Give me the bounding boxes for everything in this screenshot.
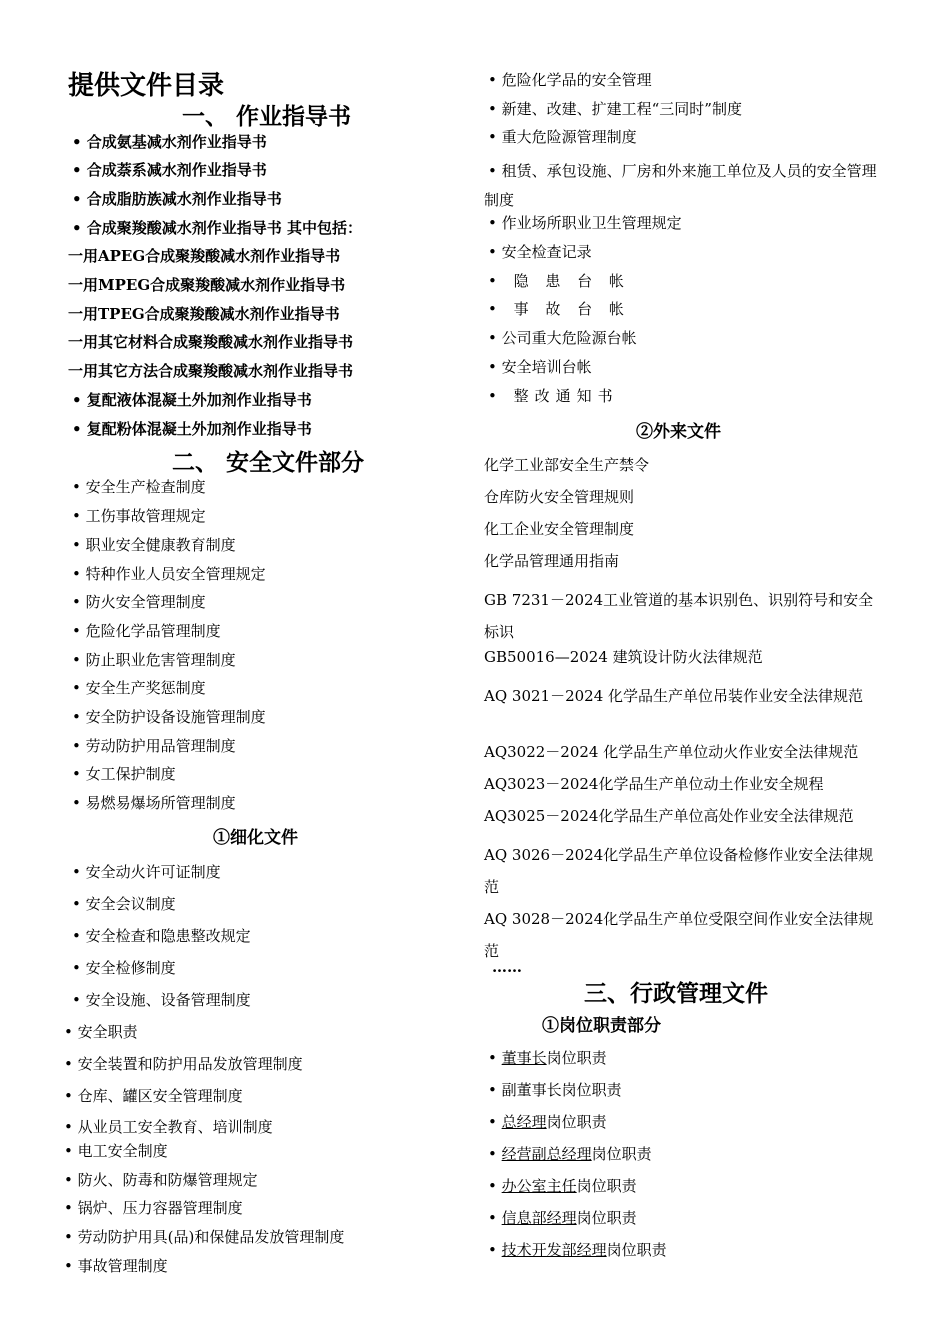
list-item: 一用其它方法合成聚羧酸减水剂作业指导书 — [68, 362, 354, 380]
list-item: • 安全检查记录 — [488, 243, 592, 261]
list-item: • 防止职业危害管理制度 — [72, 651, 236, 669]
position-name: 副董事长 — [501, 1081, 562, 1099]
list-item: 化学品管理通用指南 — [484, 552, 620, 570]
job-duty-item — [488, 1049, 607, 1067]
bullet: • — [488, 1081, 497, 1099]
list-item: • 安全培训台帐 — [488, 358, 592, 376]
position-suffix: 岗位职责 — [606, 1241, 667, 1259]
list-item: • 安全防护设备设施管理制度 — [72, 708, 266, 726]
list-item: • 仓库、罐区安全管理制度 — [64, 1087, 243, 1105]
bullet: • — [488, 1209, 497, 1227]
list-item: 一用TPEG合成聚羧酸减水剂作业指导书 — [68, 305, 340, 323]
list-item: • 劳动防护用品管理制度 — [72, 737, 236, 755]
list-item: GB 7231－2024工业管道的基本识别色、识别符号和安全标识 — [484, 591, 874, 641]
list-item: • 安全检查和隐患整改规定 — [72, 927, 251, 945]
list-item: • 整改通知书 — [488, 387, 619, 405]
list-item: • 安全职责 — [64, 1023, 138, 1041]
document-title: 提供文件目录 — [68, 71, 225, 101]
bullet: • — [488, 1177, 497, 1195]
list-item: • 新建、改建、扩建工程“三同时”制度 — [488, 100, 742, 118]
ellipsis: …… — [492, 958, 522, 976]
list-item: 仓库防火安全管理规则 — [484, 488, 635, 506]
bullet: • — [488, 1145, 497, 1163]
position-suffix: 岗位职责 — [576, 1209, 637, 1227]
list-item: • 安全装置和防护用品发放管理制度 — [64, 1055, 303, 1073]
section-2-heading: 二、 安全文件部分 — [172, 449, 365, 476]
list-item: • 从业员工安全教育、培训制度 — [64, 1118, 273, 1136]
job-duty-item — [488, 1177, 637, 1195]
list-item: 化学工业部安全生产禁令 — [484, 456, 650, 474]
list-item: • 合成萘系减水剂作业指导书 — [72, 161, 267, 179]
list-item: • 事故管理制度 — [64, 1257, 168, 1275]
list-item: • 安全生产奖惩制度 — [72, 679, 206, 697]
list-item: • 公司重大危险源台帐 — [488, 329, 637, 347]
bullet: • — [488, 1113, 497, 1131]
list-item: 一用APEG合成聚羧酸减水剂作业指导书 — [68, 247, 341, 265]
position-name: 董事长 — [501, 1049, 547, 1067]
list-item: • 安全设施、设备管理制度 — [72, 991, 251, 1009]
list-item: AQ3025－2024化学品生产单位高处作业安全法律规范 — [484, 807, 854, 825]
job-duty-item — [488, 1241, 667, 1259]
position-suffix: 岗位职责 — [591, 1145, 652, 1163]
list-item: AQ 3026－2024化学品生产单位设备检修作业安全法律规范 — [484, 846, 874, 896]
list-item: • 复配粉体混凝土外加剂作业指导书 — [72, 420, 312, 438]
list-item: 一用MPEG合成聚羧酸减水剂作业指导书 — [68, 276, 346, 294]
list-item: • 合成聚羧酸减水剂作业指导书 其中包括： — [72, 219, 363, 237]
position-name: 技术开发部经理 — [501, 1241, 607, 1259]
subsection-heading: ①岗位职责部分 — [542, 1016, 661, 1036]
list-item: • 安全会议制度 — [72, 895, 176, 913]
list-item: • 重大危险源管理制度 — [488, 128, 637, 146]
list-item: • 复配液体混凝土外加剂作业指导书 — [72, 391, 312, 409]
subsection-heading: ②外来文件 — [636, 422, 721, 442]
job-duty-item — [488, 1113, 607, 1131]
list-item: • 作业场所职业卫生管理规定 — [488, 214, 682, 232]
position-suffix: 岗位职责 — [546, 1049, 607, 1067]
job-duty-item — [488, 1081, 622, 1099]
list-item: • 危险化学品的安全管理 — [488, 71, 652, 89]
position-name: 总经理 — [501, 1113, 547, 1131]
list-item: • 锅炉、压力容器管理制度 — [64, 1199, 243, 1217]
list-item: GB50016—2024 建筑设计防火法律规范 — [484, 648, 763, 666]
job-duty-item — [488, 1209, 637, 1227]
list-item: AQ 3028－2024化学品生产单位受限空间作业安全法律规范 — [484, 910, 874, 960]
position-name: 信息部经理 — [501, 1209, 577, 1227]
list-item: • 易燃易爆场所管理制度 — [72, 794, 236, 812]
subsection-heading: ①细化文件 — [213, 828, 298, 848]
list-item: • 合成氨基减水剂作业指导书 — [72, 133, 267, 151]
list-item: • 事 故 台 帐 — [488, 300, 630, 318]
list-item: • 职业安全健康教育制度 — [72, 536, 236, 554]
list-item: • 劳动防护用具(品)和保健品发放管理制度 — [64, 1228, 345, 1246]
list-item: • 安全检修制度 — [72, 959, 176, 977]
list-item: • 隐 患 台 帐 — [488, 272, 630, 290]
job-duty-item — [488, 1145, 652, 1163]
list-item: • 女工保护制度 — [72, 765, 176, 783]
list-item: • 工伤事故管理规定 — [72, 507, 206, 525]
list-item: AQ3023－2024化学品生产单位动土作业安全规程 — [484, 775, 824, 793]
position-suffix: 岗位职责 — [546, 1113, 607, 1131]
list-item: • 安全生产检查制度 — [72, 478, 206, 496]
position-suffix: 岗位职责 — [576, 1177, 637, 1195]
list-item: AQ3022－2024 化学品生产单位动火作业安全法律规范 — [484, 743, 859, 761]
list-item: • 防火安全管理制度 — [72, 593, 206, 611]
position-suffix: 岗位职责 — [561, 1081, 622, 1099]
list-item: • 合成脂肪族减水剂作业指导书 — [72, 190, 282, 208]
list-item: • 安全动火许可证制度 — [72, 863, 221, 881]
list-item: • 电工安全制度 — [64, 1142, 168, 1160]
bullet: • — [488, 1241, 497, 1259]
section-3-heading: 三、行政管理文件 — [584, 980, 768, 1007]
list-item: 一用其它材料合成聚羧酸减水剂作业指导书 — [68, 333, 354, 351]
list-item: 化工企业安全管理制度 — [484, 520, 635, 538]
list-item: • 特种作业人员安全管理规定 — [72, 565, 266, 583]
position-name: 办公室主任 — [501, 1177, 577, 1195]
position-name: 经营副总经理 — [501, 1145, 592, 1163]
list-item: • 危险化学品管理制度 — [72, 622, 221, 640]
list-item: • 防火、防毒和防爆管理规定 — [64, 1171, 258, 1189]
list-item: AQ 3021－2024 化学品生产单位吊装作业安全法律规范 — [484, 687, 864, 705]
section-1-heading: 一、 作业指导书 — [182, 103, 352, 130]
bullet: • — [488, 1049, 497, 1067]
list-item: • 租赁、承包设施、厂房和外来施工单位及人员的安全管理制度 — [484, 162, 877, 209]
